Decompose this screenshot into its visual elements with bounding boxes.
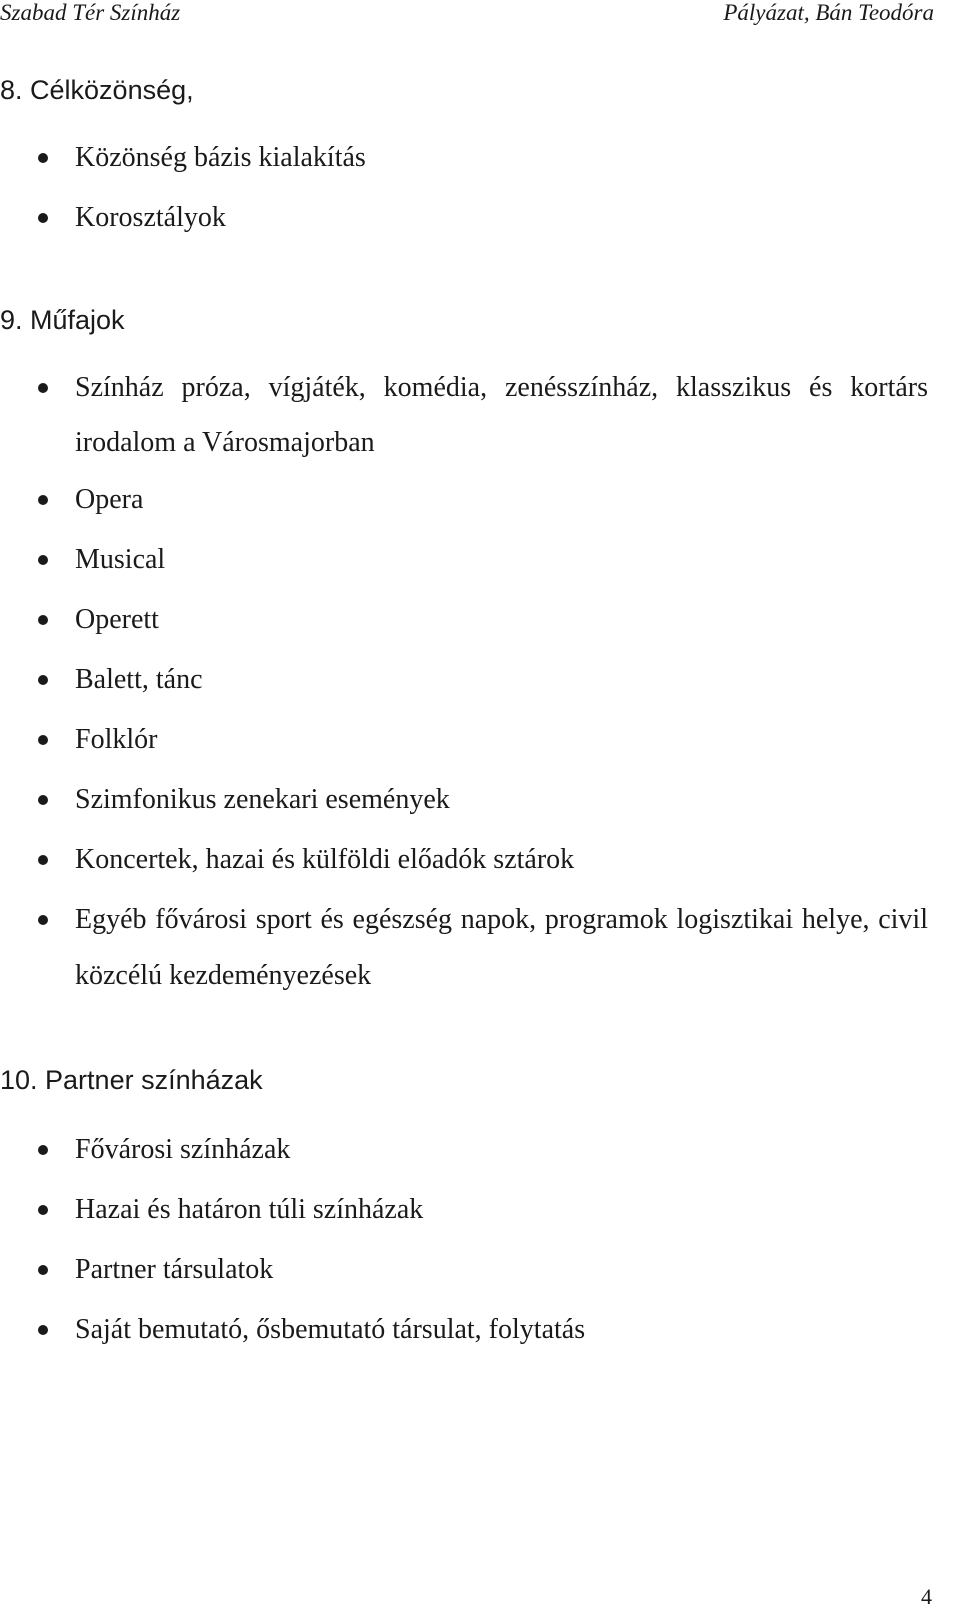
bullet-icon [38, 213, 48, 223]
list-item [0, 590, 958, 650]
list-item-text: Szimfonikus zenekari események [75, 784, 450, 815]
bullet-list [0, 1120, 958, 1360]
list-item [0, 710, 958, 770]
list-item [0, 1180, 958, 1240]
list-item [0, 1300, 958, 1360]
bullet-icon [38, 153, 48, 163]
list-item-text: Opera [75, 484, 144, 515]
bullet-icon [38, 1325, 48, 1335]
list-item-text: Egyéb fővárosi sport és egészség napok, programok logisztikai helye, civil közcélú kezdeményezések [75, 904, 928, 991]
header-application-author: Pályázat, Bán Teodóra [723, 0, 934, 25]
list-item [0, 830, 958, 890]
bullet-icon [38, 855, 48, 865]
bullet-list [0, 128, 958, 248]
bullet-icon [38, 1205, 48, 1215]
bullet-icon [38, 675, 48, 685]
bullet-icon [38, 615, 48, 625]
list-item [0, 1240, 958, 1300]
list-item-text: Koncertek, hazai és külföldi előadók sztárok [75, 844, 575, 875]
list-item [0, 530, 958, 590]
bullet-icon [38, 735, 48, 745]
section-title: 9. Műfajok [0, 305, 125, 335]
bullet-icon [38, 795, 48, 805]
list-item-text: Fővárosi színházak [75, 1134, 291, 1165]
list-item-text: Hazai és határon túli színházak [75, 1194, 424, 1225]
list-item [0, 470, 958, 530]
section-title: 10. Partner színházak [0, 1065, 263, 1095]
bullet-icon [38, 915, 48, 925]
list-item [0, 892, 958, 1004]
bullet-icon [38, 555, 48, 565]
bullet-icon [38, 495, 48, 505]
section-target-audience [0, 70, 958, 248]
bullet-icon [38, 1265, 48, 1275]
document-body [0, 70, 958, 1360]
list-item [0, 650, 958, 710]
section-title: 8. Célközönség, [0, 75, 194, 105]
list-item-text: Színház próza, vígjáték, komédia, zenésszínház, klasszikus és kortárs irodalom a Városmajorban [75, 372, 928, 458]
page-header [0, 0, 960, 32]
list-item [0, 188, 958, 248]
section-genres [0, 300, 958, 1004]
list-item-text: Közönség bázis kialakítás [75, 142, 366, 173]
bullet-list [0, 360, 958, 1004]
bullet-icon [38, 1145, 48, 1155]
header-theatre-name: Szabad Tér Színház [0, 0, 181, 25]
list-item-text: Saját bemutató, ősbemutató társulat, folytatás [75, 1314, 586, 1345]
list-item-text: Partner társulatok [75, 1254, 274, 1285]
bullet-icon [38, 383, 48, 393]
list-item-text: Operett [75, 604, 159, 635]
list-item [0, 1120, 958, 1180]
section-partner-theatres [0, 1060, 958, 1360]
list-item-text: Balett, tánc [75, 664, 203, 695]
list-item-text: Musical [75, 544, 166, 575]
list-item [0, 128, 958, 188]
list-item [0, 360, 958, 470]
list-item-text: Korosztályok [75, 202, 226, 233]
list-item-text: Folklór [75, 724, 158, 755]
page-number: 4 [921, 1584, 932, 1609]
list-item [0, 770, 958, 830]
